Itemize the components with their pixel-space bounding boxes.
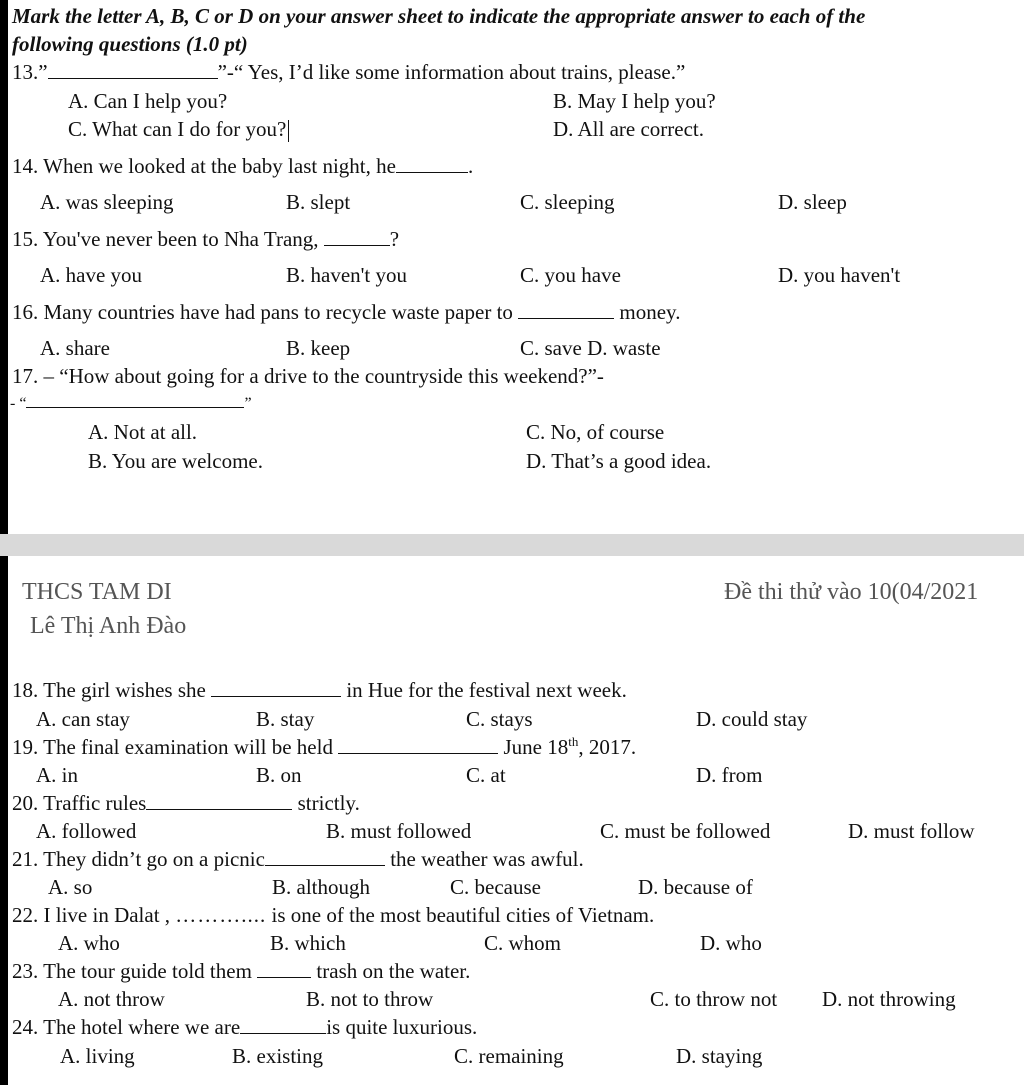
page-break [0, 534, 1024, 556]
q14-blank [396, 154, 468, 173]
q24-text: 24. The hotel where we are [12, 1015, 241, 1039]
question-15 [12, 227, 399, 251]
q19-option-b[interactable]: B. on [256, 763, 302, 787]
q17-option-b[interactable]: B. You are welcome. [88, 449, 263, 473]
q15-end: ? [389, 227, 400, 251]
question-23 [12, 959, 470, 983]
q20-option-d[interactable]: D. must follow [848, 819, 975, 843]
q24-option-b[interactable]: B. existing [232, 1044, 324, 1068]
author-name: Lê Thị Anh Đào [30, 613, 187, 639]
q18-blank [211, 678, 341, 697]
q19-option-a[interactable]: A. in [36, 763, 78, 787]
question-19 [12, 735, 636, 759]
q21-option-c[interactable]: C. because [450, 875, 541, 899]
q23-blank [257, 959, 311, 978]
q21-blank [265, 847, 385, 866]
q24-blank [240, 1015, 326, 1034]
q20-option-c[interactable]: C. must be followed [600, 819, 771, 843]
q13-option-d[interactable]: D. All are correct. [553, 117, 705, 141]
question-16 [12, 300, 680, 324]
text-cursor [288, 120, 289, 142]
q15-option-d[interactable]: D. you haven't [778, 263, 901, 287]
q16-option-cd[interactable]: C. save D. waste [520, 336, 661, 360]
q17-response [10, 392, 252, 416]
question-14 [12, 154, 473, 178]
q14-end: . [467, 154, 474, 178]
instructions-line-1: Mark the letter A, B, C or D on your answer sheet to indicate the appropriate answer to each of the [12, 4, 866, 28]
q17-option-c[interactable]: C. No, of course [526, 420, 665, 444]
q13-blank [48, 60, 218, 79]
q19-year: , 2017. [578, 735, 637, 759]
q16-option-b[interactable]: B. keep [286, 336, 351, 360]
q13-option-c[interactable] [68, 117, 289, 142]
q17-option-a[interactable]: A. Not at all. [88, 420, 198, 444]
q18-end: in Hue for the festival next week. [346, 678, 627, 702]
q17-response-open: - “ [10, 395, 27, 412]
q14-option-c[interactable]: C. sleeping [520, 190, 615, 214]
q13-option-c-label: C. What can I do for you? [68, 117, 287, 141]
q13-text: ”-“ Yes, I’d like some information about trains, please.” [217, 60, 686, 84]
exam-title: Đề thi thử vào 10(04/2021 [724, 579, 979, 605]
instructions-line-2: following questions (1.0 pt) [12, 32, 248, 56]
q24-end: is quite luxurious. [326, 1015, 478, 1039]
question-24 [12, 1015, 477, 1039]
question-22 [12, 903, 654, 927]
q18-option-d[interactable]: D. could stay [696, 707, 808, 731]
q18-option-b[interactable]: B. stay [256, 707, 315, 731]
q23-end: trash on the water. [316, 959, 471, 983]
q23-option-d[interactable]: D. not throwing [822, 987, 956, 1011]
question-13 [12, 60, 685, 84]
q22-text: 22. I live in Dalat , [12, 903, 171, 927]
q17-option-d[interactable]: D. That’s a good idea. [526, 449, 712, 473]
q21-option-d[interactable]: D. because of [638, 875, 753, 899]
q22-option-a[interactable]: A. who [58, 931, 120, 955]
q16-end: money. [619, 300, 681, 324]
q21-end: the weather was awful. [390, 847, 584, 871]
q19-date-sup: th [568, 734, 579, 749]
question-17: 17. – “How about going for a drive to the countryside this weekend?”- [12, 364, 604, 388]
q22-end: is one of the most beautiful cities of Vietnam. [271, 903, 655, 927]
question-21 [12, 847, 584, 871]
q22-option-d[interactable]: D. who [700, 931, 762, 955]
q22-option-c[interactable]: C. whom [484, 931, 562, 955]
q16-option-a[interactable]: A. share [40, 336, 110, 360]
q24-option-d[interactable]: D. staying [676, 1044, 763, 1068]
q15-option-c[interactable]: C. you have [520, 263, 621, 287]
q19-blank [338, 735, 498, 754]
question-18 [12, 678, 627, 702]
question-20 [12, 791, 360, 815]
q19-option-d[interactable]: D. from [696, 763, 763, 787]
school-name: THCS TAM DI [22, 579, 172, 605]
q17-blank [26, 393, 244, 408]
q19-option-c[interactable]: C. at [466, 763, 506, 787]
q13-option-b[interactable]: B. May I help you? [553, 89, 716, 113]
q17-response-close: ” [244, 395, 252, 412]
q15-blank [324, 227, 390, 246]
q20-end: strictly. [297, 791, 360, 815]
q24-option-a[interactable]: A. living [60, 1044, 135, 1068]
q18-option-c[interactable]: C. stays [466, 707, 533, 731]
q14-option-d[interactable]: D. sleep [778, 190, 847, 214]
q19-text: 19. The final examination will be held [12, 735, 333, 759]
q16-text: 16. Many countries have had pans to recycle waste paper to [12, 300, 513, 324]
q19-date: June 18 [503, 735, 569, 759]
q20-text: 20. Traffic rules [12, 791, 147, 815]
q18-text: 18. The girl wishes she [12, 678, 206, 702]
q21-option-b[interactable]: B. although [272, 875, 370, 899]
q14-option-b[interactable]: B. slept [286, 190, 351, 214]
q23-option-c[interactable]: C. to throw not [650, 987, 778, 1011]
q15-option-a[interactable]: A. have you [40, 263, 143, 287]
q22-option-b[interactable]: B. which [270, 931, 346, 955]
q23-text: 23. The tour guide told them [12, 959, 252, 983]
q23-option-b[interactable]: B. not to throw [306, 987, 434, 1011]
q20-option-a[interactable]: A. followed [36, 819, 137, 843]
q20-option-b[interactable]: B. must followed [326, 819, 472, 843]
q15-text: 15. You've never been to Nha Trang, [12, 227, 319, 251]
q21-text: 21. They didn’t go on a picnic [12, 847, 265, 871]
q23-option-a[interactable]: A. not throw [58, 987, 165, 1011]
q18-option-a[interactable]: A. can stay [36, 707, 130, 731]
q13-option-a[interactable]: A. Can I help you? [68, 89, 228, 113]
q15-option-b[interactable]: B. haven't you [286, 263, 408, 287]
q14-text: 14. When we looked at the baby last night, he [12, 154, 396, 178]
q16-blank [518, 300, 614, 319]
q22-blank-dots: ……….... [175, 903, 267, 927]
q13-number: 13.” [12, 60, 48, 84]
q14-option-a[interactable]: A. was sleeping [40, 190, 174, 214]
q20-blank [146, 791, 292, 810]
q21-option-a[interactable]: A. so [48, 875, 93, 899]
q24-option-c[interactable]: C. remaining [454, 1044, 564, 1068]
